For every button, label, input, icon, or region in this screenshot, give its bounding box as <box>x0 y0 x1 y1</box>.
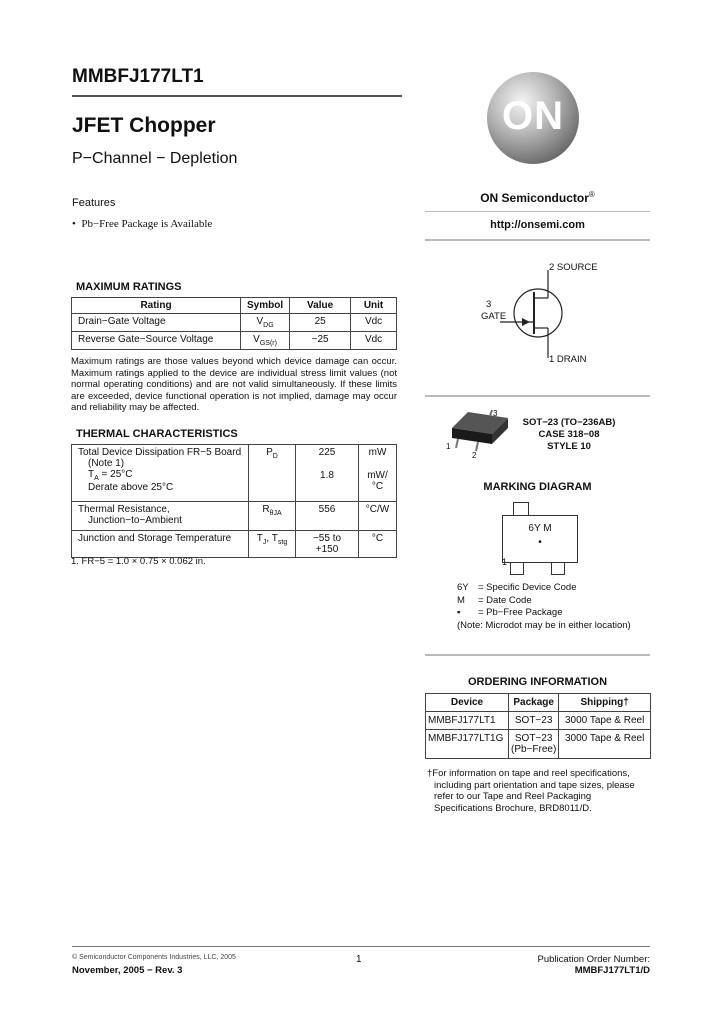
ordering-table <box>425 693 651 759</box>
subtitle: P−Channel − Depletion <box>72 150 238 167</box>
table-row <box>72 314 397 332</box>
table-header-row <box>72 298 397 314</box>
max-ratings-note: Maximum ratings are those values beyond which device damage can occur. Maximum ratings applied to the device are individual stress limit values (not normal operating conditions) and are not valid simultaneously. If these limits are exceeded, device functional operation is not implied, damage may occur and reliability may be affected. <box>71 356 397 413</box>
package-cell: SOT−23 (Pb−Free) <box>509 730 559 759</box>
col-rating: Rating <box>72 298 241 314</box>
sot23-package-icon <box>446 408 516 458</box>
features-heading: Features <box>72 197 116 209</box>
unit-cell: °C <box>359 531 397 558</box>
marking-lead-top <box>513 502 529 516</box>
ordering-footnote: †For information on tape and reel specifications, including part orientation and tape sizes, please refer to our Tape and Reel Packaging Specifications Brochure, BRD8011/D. <box>427 768 635 814</box>
logo-text: ON <box>502 94 564 138</box>
source-label: 2 SOURCE <box>549 262 598 273</box>
unit-cell: Vdc <box>351 332 397 350</box>
shipping-cell: 3000 Tape & Reel <box>559 730 651 759</box>
legend-note: (Note: Microdot may be in either location) <box>457 619 631 631</box>
divider <box>425 395 650 397</box>
table-header-row <box>426 694 651 712</box>
thermal-footnote: 1. FR−5 = 1.0 × 0.75 × 0.062 in. <box>71 556 206 567</box>
marking-heading: MARKING DIAGRAM <box>483 481 592 493</box>
marking-body: 6Y M • <box>502 515 578 563</box>
marking-lead-left <box>510 562 524 575</box>
symbol-cell: $T_J$, $T_{stg}$ <box>249 531 296 558</box>
col-value: Value <box>290 298 351 314</box>
company-name <box>425 190 650 205</box>
legend-row: ▪ = Pb−Free Package <box>457 607 563 618</box>
value-cell: 225 1.8 <box>296 445 359 502</box>
thermal-desc: Junction and Storage Temperature <box>72 531 249 558</box>
thermal-desc: Thermal Resistance, Junction−to−Ambient <box>72 502 249 531</box>
on-logo <box>487 72 579 164</box>
feature-item: • Pb−Free Package is Available <box>72 218 213 230</box>
publication-label: Publication Order Number: <box>537 954 650 965</box>
symbol-cell: $V_{DG}$ <box>241 314 290 332</box>
value-cell: 25 <box>290 314 351 332</box>
brand-divider-2 <box>425 239 650 241</box>
date-revision: November, 2005 − Rev. 3 <box>72 965 183 976</box>
gate-label: GATE <box>481 311 507 322</box>
rating-cell: Drain−Gate Voltage <box>72 314 241 332</box>
publication-number: MMBFJ177LT1/D <box>574 965 650 976</box>
pkg-pin1: 1 <box>446 442 451 451</box>
legend-row: M = Date Code <box>457 594 532 606</box>
page-number: 1 <box>356 954 362 965</box>
shipping-cell: 3000 Tape & Reel <box>559 712 651 730</box>
legend-row: 6Y = Specific Device Code <box>457 582 577 593</box>
header-rule <box>72 95 402 97</box>
col-symbol: Symbol <box>241 298 290 314</box>
reg-mark: ® <box>588 190 595 199</box>
footer-rule <box>72 946 650 947</box>
value-cell: 556 <box>296 502 359 531</box>
value-cell: −25 <box>290 332 351 350</box>
thermal-table <box>71 444 397 558</box>
ordering-heading: ORDERING INFORMATION <box>467 676 608 688</box>
table-row <box>426 712 651 730</box>
table-row <box>72 332 397 350</box>
thermal-heading: THERMAL CHARACTERISTICS <box>76 428 238 440</box>
package-info: SOT−23 (TO−236AB) CASE 318−08 STYLE 10 <box>522 417 616 452</box>
col-device: Device <box>426 694 509 712</box>
pkg-pin3: 3 <box>493 409 498 418</box>
brand-divider-1 <box>425 211 650 212</box>
drain-label: 1 DRAIN <box>549 354 587 365</box>
col-package: Package <box>509 694 559 712</box>
value-cell: −55 to +150 <box>296 531 359 558</box>
unit-cell: mW mW/°C <box>359 445 397 502</box>
device-cell: MMBFJ177LT1 <box>426 712 509 730</box>
marking-legend <box>457 582 631 632</box>
symbol-cell: $V_{GS(r)}$ <box>241 332 290 350</box>
symbol-cell: $P_D$ <box>249 445 296 502</box>
col-unit: Unit <box>351 298 397 314</box>
divider <box>425 654 650 656</box>
table-row <box>72 531 397 558</box>
device-cell: MMBFJ177LT1G <box>426 730 509 759</box>
unit-cell: Vdc <box>351 314 397 332</box>
package-cell: SOT−23 <box>509 712 559 730</box>
company-text: ON Semiconductor <box>480 191 589 205</box>
table-row <box>72 502 397 531</box>
max-ratings-heading: MAXIMUM RATINGS <box>76 281 182 293</box>
unit-cell: °C/W <box>359 502 397 531</box>
pkg-pin2: 2 <box>472 451 477 460</box>
marking-pin1: 1 <box>502 557 508 567</box>
part-number: MMBFJ177LT1 <box>72 66 204 87</box>
max-ratings-table <box>71 297 397 350</box>
rating-cell: Reverse Gate−Source Voltage <box>72 332 241 350</box>
feature-text: Pb−Free Package is Available <box>81 218 213 230</box>
col-shipping: Shipping† <box>559 694 651 712</box>
table-row <box>72 445 397 502</box>
thermal-desc: Total Device Dissipation FR−5 Board (Note 1) $T_A = 25^\circ C$ Derate above 25°C <box>72 445 249 502</box>
website-link[interactable]: http://onsemi.com <box>490 219 585 231</box>
symbol-cell: $R_{\theta JA}$ <box>249 502 296 531</box>
gate-pin-label: 3 <box>486 299 492 310</box>
page-title: JFET Chopper <box>72 114 216 137</box>
table-row <box>426 730 651 759</box>
copyright: © Semiconductor Components Industries, LLC, 2005 <box>72 954 236 961</box>
marking-lead-right <box>551 562 565 575</box>
